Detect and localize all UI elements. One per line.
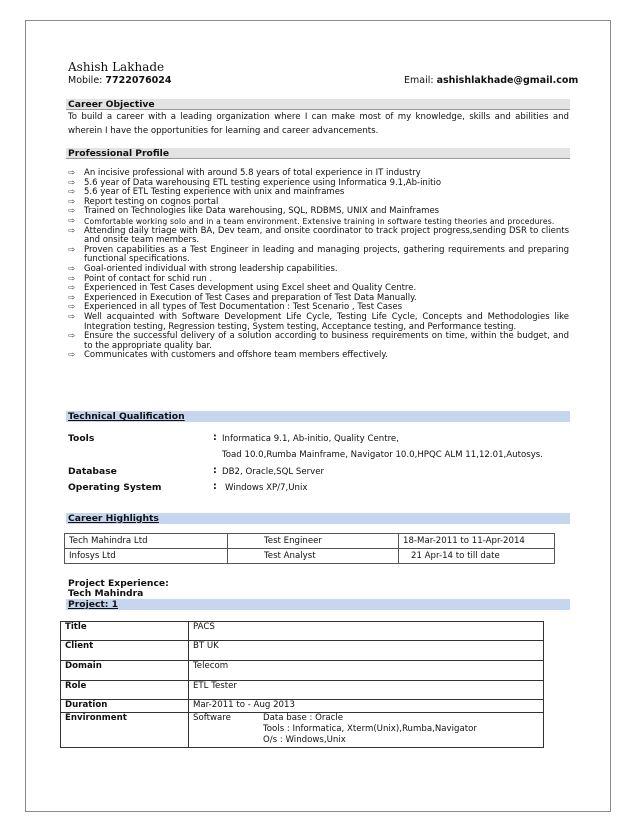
role-cell: Test Engineer <box>228 534 399 549</box>
os-label: Operating System <box>68 482 162 493</box>
profile-item: ⇨ Ensure the successful delivery of a solution according to business requirements on time, within the budget, and to the appropriate quality bar. <box>68 331 569 351</box>
profile-item: ⇨ Proven capabilities as a Test Engineer in leading and managing projects, gathering requirements and preparing functional specifications. <box>68 244 569 265</box>
role-label: Role <box>61 681 189 700</box>
client-label: Client <box>61 641 189 661</box>
os-colon: : <box>213 481 217 492</box>
database-value: DB2, Oracle,SQL Server <box>222 467 325 477</box>
profile-item: ⇨ Trained on Technologies like Data warehousing, SQL, RDBMS, UNIX and Mainframes <box>68 206 440 217</box>
title-value: PACS <box>189 622 544 641</box>
domain-value: Telecom <box>189 661 544 681</box>
career-objective-heading: Career Objective <box>66 99 570 110</box>
arrow-icon: ⇨ <box>68 187 76 198</box>
arrow-icon: ⇨ <box>68 244 76 255</box>
arrow-icon: ⇨ <box>68 263 76 274</box>
profile-item: ⇨ Attending daily triage with BA, Dev team, and onsite coordinator to track project progress,sending DSR to clients and onsite team members. <box>68 225 569 246</box>
table-row <box>61 681 544 700</box>
email-line <box>404 75 578 86</box>
profile-item: ⇨ 5.6 year of ETL Testing experience with unix and mainframes <box>68 187 345 198</box>
arrow-icon: ⇨ <box>68 196 76 207</box>
database-colon: : <box>213 465 217 476</box>
environment-value-cell <box>189 713 544 748</box>
arrow-icon: ⇨ <box>68 302 76 313</box>
company-cell: Infosys Ltd <box>65 549 228 564</box>
environment-tools: Tools : Informatica, Xterm(Unix),Rumba,Navigator <box>263 724 477 734</box>
arrow-icon: ⇨ <box>68 215 76 226</box>
arrow-icon: ⇨ <box>68 177 76 188</box>
period-cell: 18-Mar-2011 to 11-Apr-2014 <box>399 534 555 549</box>
arrow-icon: ⇨ <box>68 283 76 294</box>
arrow-icon: ⇨ <box>68 206 76 217</box>
professional-profile-heading: Professional Profile <box>66 148 570 159</box>
career-highlights-table <box>64 533 555 564</box>
arrow-icon: ⇨ <box>68 350 76 361</box>
technical-qualification-heading: Technical Qualification <box>66 411 570 422</box>
profile-item: ⇨ 5.6 year of Data warehousing ETL testing experience using Informatica 9.1,Ab-initio <box>68 177 442 188</box>
project-experience-heading: Project Experience: <box>68 578 169 589</box>
profile-item: ⇨ Experienced in Test Cases development using Excel sheet and Quality Centre. <box>68 283 417 294</box>
environment-value: Software <box>193 713 231 723</box>
role-cell: Test Analyst <box>228 549 399 564</box>
period-cell: 21 Apr-14 to till date <box>399 549 555 564</box>
title-label: Title <box>61 622 189 641</box>
candidate-name: Ashish Lakhade <box>68 60 165 74</box>
table-row <box>61 661 544 681</box>
profile-item: ⇨ Report testing on cognos portal <box>68 196 219 207</box>
os-value: Windows XP/7,Unix <box>225 483 308 493</box>
profile-item: ⇨ Experienced in all types of Test Documentation : Test Scenario , Test Cases <box>68 302 402 313</box>
mobile-line <box>68 75 172 86</box>
career-objective-text: To build a career with a leading organization where I can make most of my knowledge, skills and abilities and wherein I have the opportunities for learning and career advancements. <box>68 112 569 136</box>
company-cell: Tech Mahindra Ltd <box>65 534 228 549</box>
profile-item: ⇨ Well acquainted with Software Development Life Cycle, Testing Life Cycle, Concepts and Methodologies like Integration testing, Regression testing, System testing, Acceptance testing, and Performance testing. <box>68 311 569 332</box>
project-company: Tech Mahindra <box>68 588 144 599</box>
profile-item: ⇨ Communicates with customers and offshore team members effectively. <box>68 350 388 361</box>
table-row <box>61 641 544 661</box>
mobile-label: Mobile: <box>68 75 103 86</box>
profile-item: ⇨ Comfortable working solo and in a team environment. Extensive training in software testing theories and procedures. <box>68 215 555 226</box>
duration-label: Duration <box>61 700 189 713</box>
table-row <box>61 713 544 748</box>
project-label: Project: 1 <box>66 599 570 610</box>
domain-label: Domain <box>61 661 189 681</box>
arrow-icon: ⇨ <box>68 292 76 303</box>
arrow-icon: ⇨ <box>68 168 76 178</box>
profile-item: ⇨ Goal-oriented individual with strong leadership capabilities. <box>68 263 338 274</box>
table-row <box>61 622 544 641</box>
profile-item: ⇨ Experienced in Execution of Test Cases and preparation of Test Data Manually. <box>68 292 417 303</box>
arrow-icon: ⇨ <box>68 225 76 236</box>
tools-colon: : <box>213 432 217 443</box>
environment-database: Data base : Oracle <box>263 713 344 723</box>
table-row <box>61 700 544 713</box>
tools-value-line1: Informatica 9.1, Ab-initio, Quality Centre, <box>222 434 399 444</box>
database-label: Database <box>68 466 117 477</box>
client-value: BT UK <box>189 641 544 661</box>
project-details-table <box>60 621 544 748</box>
email-address: ashishlakhade@gmail.com <box>436 75 579 86</box>
tools-label: Tools <box>68 433 95 444</box>
table-row <box>65 549 555 564</box>
duration-value: Mar-2011 to - Aug 2013 <box>189 700 544 713</box>
environment-label: Environment <box>61 713 189 748</box>
mobile-number: 7722076024 <box>105 75 172 86</box>
email-label: Email: <box>404 75 434 86</box>
table-row <box>65 534 555 549</box>
career-highlights-heading: Career Highlights <box>66 513 570 524</box>
profile-item: ⇨ Point of contact for schid run . <box>68 273 213 284</box>
role-value: ETL Tester <box>189 681 544 700</box>
arrow-icon: ⇨ <box>68 311 76 322</box>
environment-os: O/s : Windows,Unix <box>263 735 346 745</box>
arrow-icon: ⇨ <box>68 331 76 342</box>
profile-item: ⇨ An incisive professional with around 5.8 years of total experience in IT industry <box>68 168 421 178</box>
professional-profile-list <box>68 169 569 361</box>
arrow-icon: ⇨ <box>68 273 76 284</box>
tools-value-line2: Toad 10.0,Rumba Mainframe, Navigator 10.0,HPQC ALM 11,12.01,Autosys. <box>222 450 544 460</box>
